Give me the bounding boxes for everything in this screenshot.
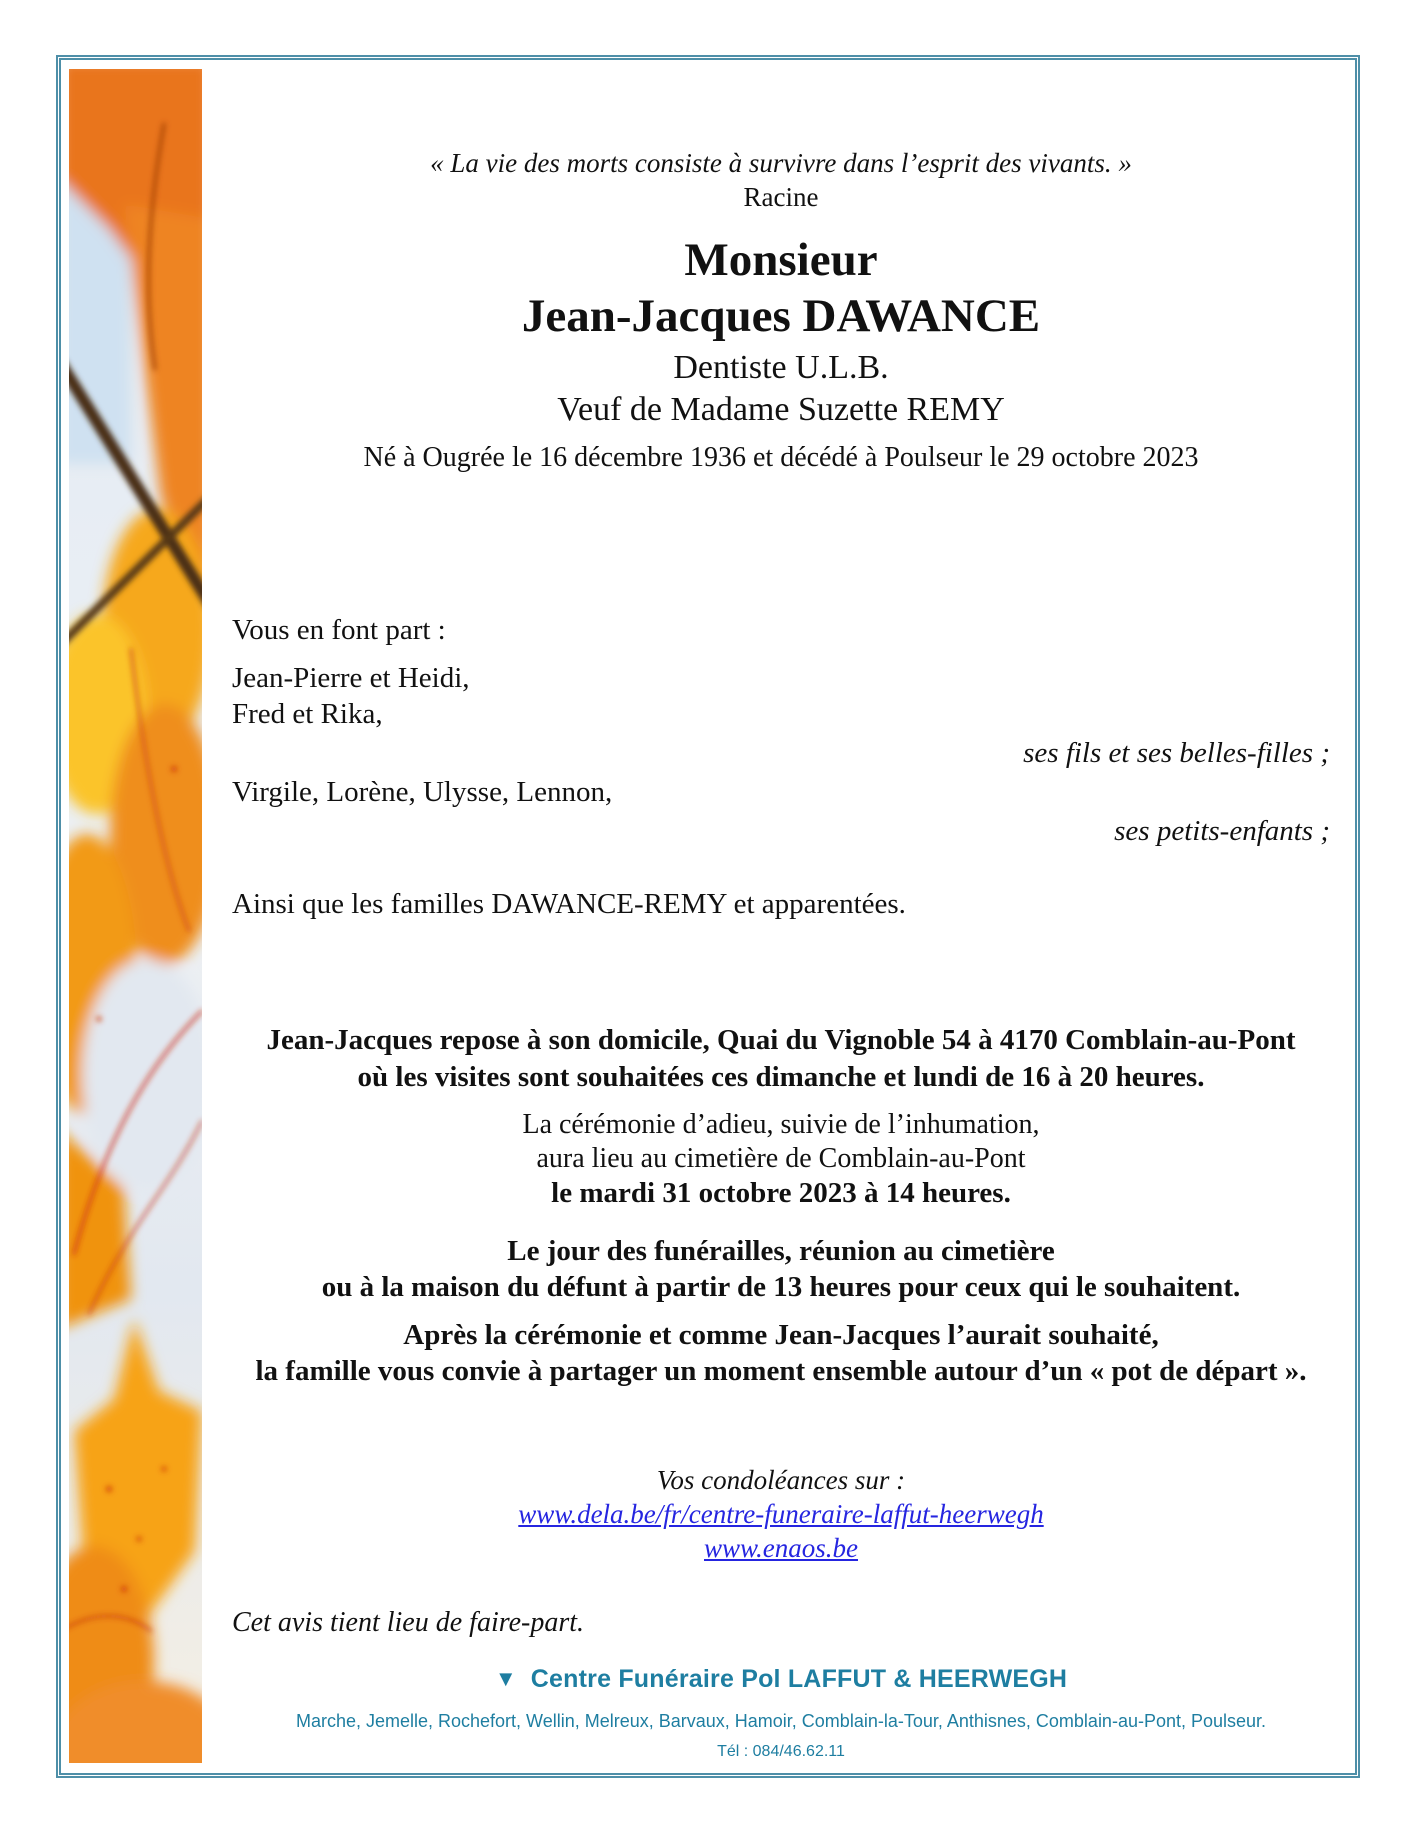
reception-line-2: la famille vous convie à partager un moment ensemble autour d’un « pot de départ ». bbox=[255, 1355, 1307, 1387]
autumn-leaves-photo bbox=[69, 69, 202, 1763]
grandchildren-label: ses petits-enfants ; bbox=[1114, 815, 1330, 847]
sons-label: ses fils et ses belles-filles ; bbox=[1023, 737, 1330, 769]
visitation-line-2: où les visites sont souhaitées ces dimanche et lundi de 16 à 20 heures. bbox=[357, 1061, 1205, 1093]
funeral-home-locations: Marche, Jemelle, Rochefort, Wellin, Melreux, Barvaux, Hamoir, Comblain-la-Tour, Anthisnes, Comblain-au-Pont, Poulseur. bbox=[295, 1711, 1267, 1731]
grandchildren-line: Virgile, Lorène, Ulysse, Lennon, bbox=[232, 776, 613, 808]
opening-quote: « La vie des morts consiste à survivre dans l’esprit des vivants. » bbox=[430, 148, 1132, 178]
sons-line-1: Jean-Pierre et Heidi, bbox=[232, 662, 470, 694]
funeral-home-phone: Tél : 084/46.62.11 bbox=[717, 1743, 845, 1760]
quote-author: Racine bbox=[743, 182, 819, 212]
announcement-content bbox=[202, 69, 1360, 1763]
condolences-label: Vos condoléances sur : bbox=[656, 1465, 906, 1495]
funeral-home-name: Centre Funéraire Pol LAFFUT & HEERWEGH bbox=[530, 1665, 1068, 1693]
gathering-line-2: ou à la maison du défunt à partir de 13 heures pour ceux qui le souhaitent. bbox=[321, 1271, 1241, 1303]
ceremony-line-2: aura lieu au cimetière de Comblain-au-Pont bbox=[536, 1143, 1026, 1174]
ceremony-line-1: La cérémonie d’adieu, suivie de l’inhumation, bbox=[522, 1109, 1040, 1140]
spouse-line: Veuf de Madame Suzette REMY bbox=[557, 391, 1005, 428]
notice-line: Cet avis tient lieu de faire-part. bbox=[232, 1607, 585, 1638]
families-line: Ainsi que les familles DAWANCE-REMY et apparentées. bbox=[232, 888, 906, 920]
birth-death-line: Né à Ougrée le 16 décembre 1936 et décédé à Poulseur le 29 octobre 2023 bbox=[363, 442, 1199, 473]
reception-line-1: Après la cérémonie et comme Jean-Jacques l’aurait souhaité, bbox=[403, 1319, 1159, 1351]
condolences-link-enaos[interactable]: www.enaos.be bbox=[704, 1533, 858, 1563]
ceremony-line-3: le mardi 31 octobre 2023 à 14 heures. bbox=[551, 1177, 1011, 1209]
visitation-line-1: Jean-Jacques repose à son domicile, Quai du Vignoble 54 à 4170 Comblain-au-Pont bbox=[266, 1024, 1296, 1056]
gathering-line-1: Le jour des funérailles, réunion au cimetière bbox=[507, 1235, 1055, 1267]
funeral-home-line bbox=[202, 1663, 1360, 1695]
sons-line-2: Fred et Rika, bbox=[232, 698, 383, 730]
deceased-profession: Dentiste U.L.B. bbox=[673, 349, 889, 386]
down-triangle-icon: ▼ bbox=[494, 1666, 517, 1691]
salutation: Monsieur bbox=[684, 234, 878, 286]
deceased-name: Jean-Jacques DAWANCE bbox=[521, 290, 1041, 342]
intro-line: Vous en font part : bbox=[232, 614, 446, 646]
condolences-link-dela[interactable]: www.dela.be/fr/centre-funeraire-laffut-heerwegh bbox=[518, 1499, 1044, 1529]
